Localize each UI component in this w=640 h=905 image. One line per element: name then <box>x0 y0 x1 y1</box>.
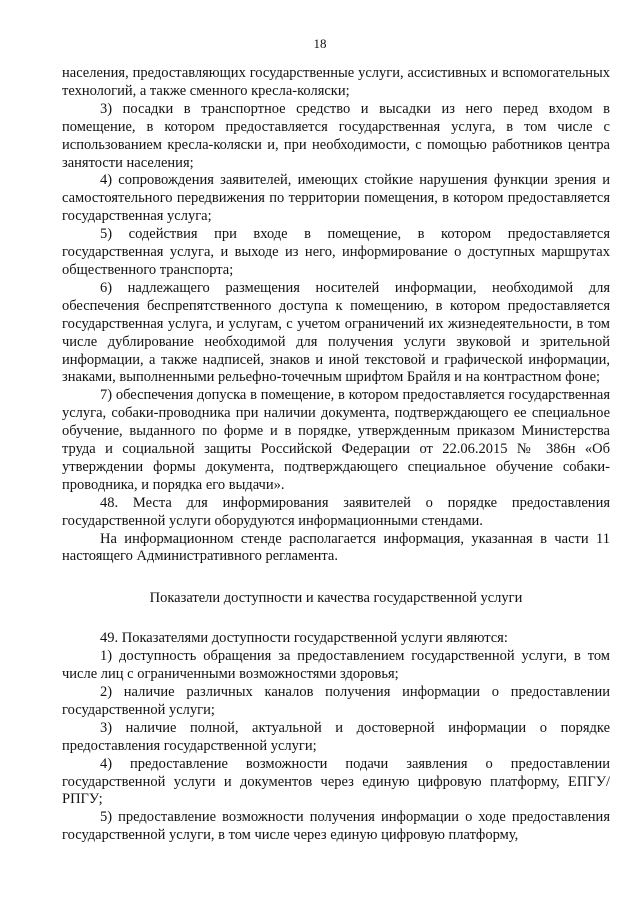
indicator-item-1: 1) доступность обращения за предоставлением государственной услуги, в том числе лиц с ограниченными возможностями здоровья; <box>62 648 610 683</box>
indicator-item-4: 4) предоставление возможности подачи заявления о предоставлении государственной услуги и документов через единую цифровую платформу, ЕПГУ/РПГУ; <box>62 755 610 808</box>
paragraph-48-stand-info: На информационном стенде располагается информация, указанная в части 11 настоящего Административного регламента. <box>62 530 610 565</box>
document-body <box>62 65 610 845</box>
paragraph-48: 48. Места для информирования заявителей о порядке предоставления государственной услуги оборудуются информационными стендами. <box>62 494 610 529</box>
section-heading: Показатели доступности и качества государственной услуги <box>149 590 523 607</box>
page-number: 18 <box>313 36 327 51</box>
paragraph-continuation: населения, предоставляющих государственные услуги, ассистивных и вспомогательных технологий, а также сменного кресла-коляски; <box>62 65 610 99</box>
paragraph-49: 49. Показателями доступности государственной услуги являются: <box>100 630 508 647</box>
indicator-item-5: 5) предоставление возможности получения информации о ходе предоставления государственной услуги, в том числе через единую цифровую платформу, <box>62 809 610 844</box>
paragraph-item-6: 6) надлежащего размещения носителей информации, необходимой для обеспечения беспрепятственного доступа к помещению, в котором предоставляется государственная услуга, и услугам, с учетом ограничений их жизнедеятельности, в том числе дублирование необходимой для получения услуги звуковой и зрительной информации, а также надписей, знаков и иной текстовой и графической информации, знаками, выполненными рельефно-точечным шрифтом Брайля и на контрастном фоне; <box>62 279 610 386</box>
paragraph-item-4: 4) сопровождения заявителей, имеющих стойкие нарушения функции зрения и самостоятельного передвижения по территории помещения, в котором предоставляется государственная услуга; <box>62 172 610 225</box>
paragraph-item-7: 7) обеспечения допуска в помещение, в котором предоставляется государственная услуга, собаки-проводника при наличии документа, подтверждающего ее специальное обучение, выданного по форме и в порядке, утвержденным приказом Министерства труда и социальной защиты Российской Федерации от 22.06.2015 № 386н «Об утверждении формы документа, подтверждающего специальное обучение собаки-проводника, и порядка его выдачи». <box>62 387 610 493</box>
paragraph-item-3: 3) посадки в транспортное средство и высадки из него перед входом в помещение, в котором предоставляется государственная услуга, в том числе с использованием кресла-коляски и, при необходимости, с помощью работников центра занятости населения; <box>62 100 610 171</box>
paragraph-item-5: 5) содействия при входе в помещение, в котором предоставляется государственная услуга, и выходе из него, информирование о доступных маршрутах общественного транспорта; <box>62 226 610 278</box>
indicator-item-2: 2) наличие различных каналов получения информации о предоставлении государственной услуги; <box>62 684 610 718</box>
indicator-item-3: 3) наличие полной, актуальной и достоверной информации о порядке предоставления государственной услуги; <box>62 719 610 754</box>
